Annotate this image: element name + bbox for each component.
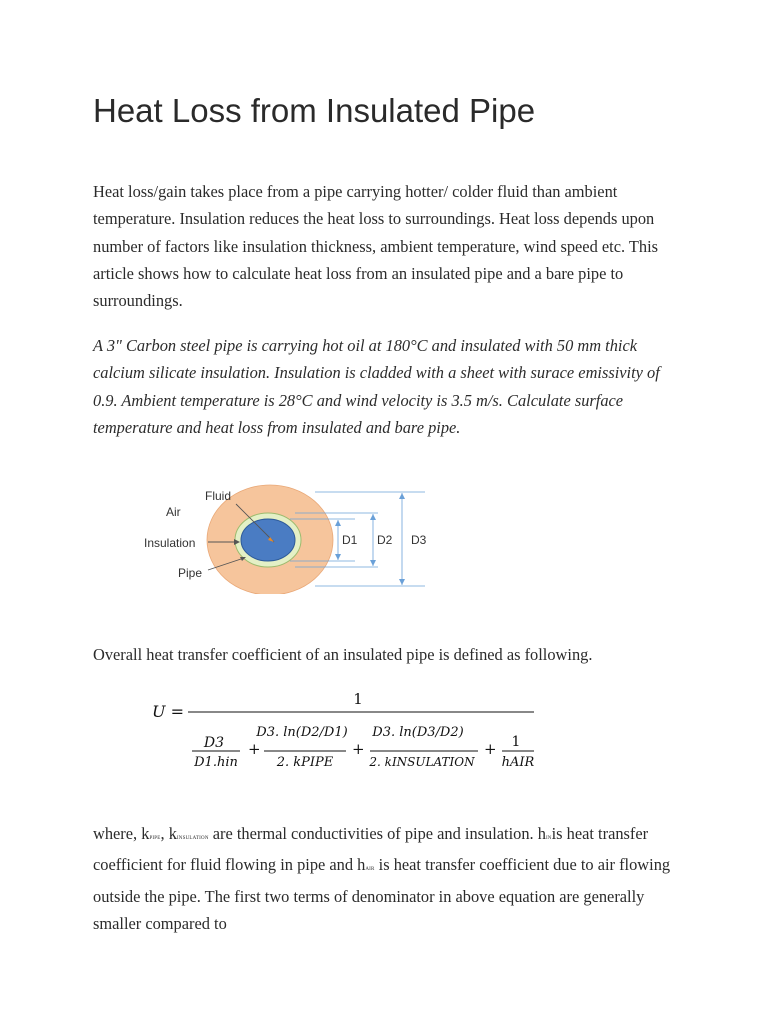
intro-paragraph: Heat loss/gain takes place from a pipe carrying hotter/ colder fluid than ambient temperature. Insulation reduces the heat loss to surroundings. Heat loss depends upon number of factors like insulation thickness, ambient temperature, wind speed etc. This article shows how to calculate heat loss from an insulated pipe and a bare pipe to surroundings. — [93, 182, 659, 311]
equation-numerator: 1 — [353, 690, 363, 708]
label-fluid: Fluid — [205, 489, 232, 503]
equation-lhs: U = — [152, 702, 184, 721]
term4-numerator: 1 — [511, 734, 521, 750]
label-pipe: Pipe — [178, 566, 203, 580]
term3-denominator: 2. kINSULATION — [369, 755, 475, 769]
label-d3: D3 — [411, 533, 427, 547]
subscript-air: air — [365, 864, 375, 873]
plus-1: + — [248, 740, 261, 758]
problem-statement: A 3" Carbon steel pipe is carrying hot oil at 180°C and insulated with 50 mm thick calcium silicate insulation. Insulation is cladded with a sheet with surace emissivity of 0.9. Ambient temperature is 28°C and wind velocity is 3.5 m/s. Calculate surface temperature and heat loss from insulated and bare pipe. — [93, 336, 660, 437]
term3-numerator: D3. ln(D3/D2) — [372, 725, 464, 740]
term1-denominator: D1.hin — [194, 755, 238, 770]
label-d2: D2 — [377, 533, 393, 547]
subscript-insulation: insulation — [176, 833, 209, 841]
page-title: Heat Loss from Insulated Pipe — [93, 92, 536, 129]
overall-coefficient-sentence: Overall heat transfer coefficient of an insulated pipe is defined as following. — [93, 645, 593, 664]
overall-u-equation — [150, 682, 540, 782]
label-insulation: Insulation — [144, 536, 196, 550]
term4-denominator: hAIR — [501, 755, 535, 770]
label-d1: D1 — [342, 533, 358, 547]
term2-numerator: D3. ln(D2/D1) — [256, 725, 348, 740]
label-air: Air — [166, 505, 181, 519]
plus-3: + — [484, 740, 497, 758]
pipe-cross-section-diagram — [140, 484, 440, 594]
term1-numerator: D3 — [203, 735, 225, 751]
plus-2: + — [352, 740, 365, 758]
subscript-pipe: pipe — [149, 833, 161, 841]
term2-denominator: 2. kPIPE — [276, 755, 334, 770]
subscript-in: in — [545, 833, 552, 841]
where-paragraph: where, kpipe, kinsulation are thermal conductivities of pipe and insulation. hinis heat transfer coefficient for fluid flowing in pipe and hair is heat transfer coefficient due to air flowing outside the pipe. The first two terms of denominator in above equation are generally smaller compared to — [93, 824, 671, 933]
